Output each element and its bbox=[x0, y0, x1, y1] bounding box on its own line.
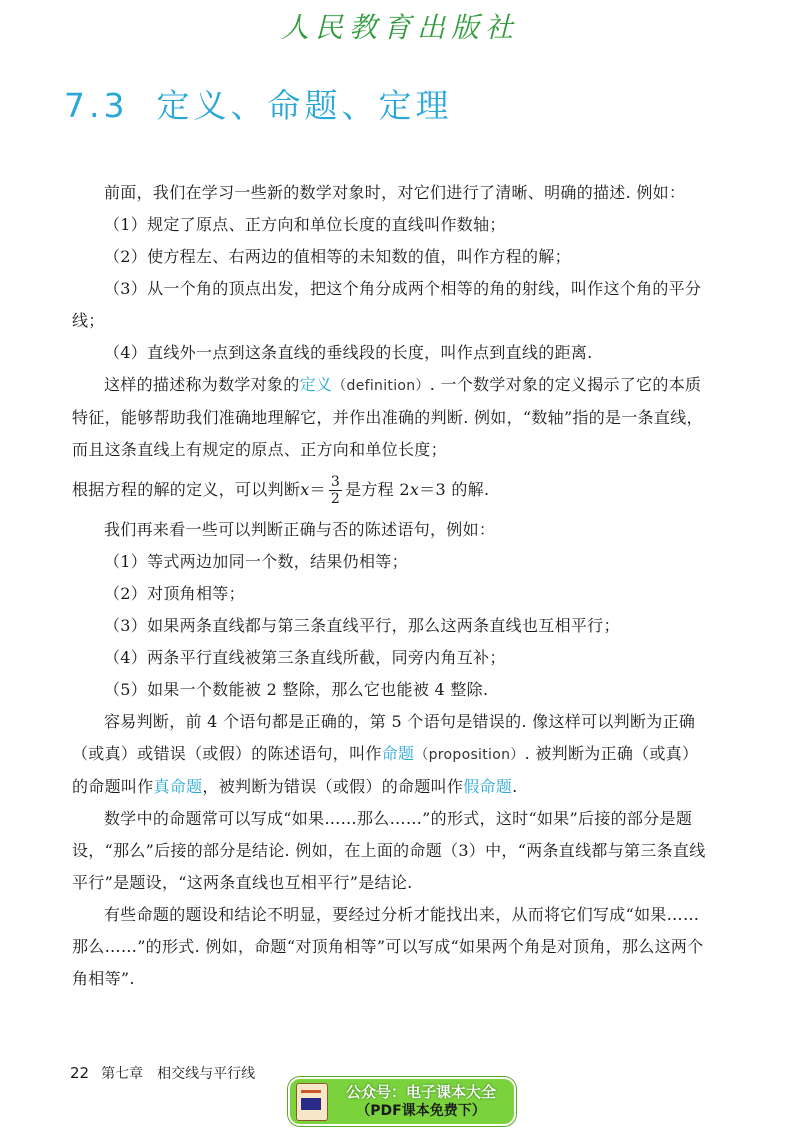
math-equals: ＝ bbox=[309, 480, 326, 499]
definition-paragraph bbox=[72, 369, 712, 466]
section-number: 7.3 bbox=[64, 86, 129, 125]
term-true-proposition: 真命题 bbox=[153, 777, 203, 796]
chapter-title: 相交线与平行线 bbox=[157, 1066, 256, 1082]
statement-intro: 我们再来看一些可以判断正确与否的陈述语句，例如： bbox=[104, 520, 496, 539]
definition-example-4: （4）直线外一点到这条直线的垂线段的长度，叫作点到直线的距离. bbox=[104, 343, 593, 362]
term-false-proposition: 假命题 bbox=[463, 777, 513, 796]
fraction-numerator: 3 bbox=[330, 473, 341, 490]
statement-5: （5）如果一个数能被 2 整除，那么它也能被 4 整除. bbox=[104, 680, 489, 699]
term-proposition-english: （proposition） bbox=[414, 747, 525, 763]
equation-solution-line bbox=[72, 466, 712, 514]
definition-text-a: 这样的描述称为数学对象的 bbox=[104, 375, 300, 394]
main-content bbox=[72, 177, 712, 995]
hidden-premise-paragraph: 有些命题的题设和结论不明显，要经过分析才能找出来，从而将它们写成“如果……那么……”的形式. 例如，命题“对顶角相等”可以写成“如果两个角是对顶角，那么这两个角相等”. bbox=[72, 905, 704, 988]
term-definition-english: （definition） bbox=[332, 378, 430, 394]
proposition-text-b: . 被判断为正确（或真）的命题叫作 bbox=[72, 744, 699, 796]
fraction-denominator: 2 bbox=[330, 490, 341, 507]
statement-2: （2）对顶角相等； bbox=[104, 584, 245, 603]
form-paragraph: 数学中的命题常可以写成“如果……那么……”的形式，这时“如果”后接的部分是题设，“那么”后接的部分是结论. 例如，在上面的命题（3）中，“两条直线都与第三条直线平行”是题设，“这两条直线也互相平行”是结论. bbox=[72, 809, 706, 892]
definition-text-b: . 一个数学对象的定义揭示了它的本质特征，能够帮助我们准确地理解它，并作出准确的判断. 例如，“数轴”指的是一条直线，而且这条直线上有规定的原点、正方向和单位长度； bbox=[72, 375, 703, 459]
publisher-logo: 人民教育出版社 bbox=[280, 11, 519, 44]
definition-example-1: （1）规定了原点、正方向和单位长度的直线叫作数轴； bbox=[104, 215, 506, 234]
page-number: 22 bbox=[70, 1064, 90, 1082]
chapter-label: 第七章 bbox=[101, 1066, 144, 1082]
statement-3: （3）如果两条直线都与第三条直线平行，那么这两条直线也互相平行； bbox=[104, 616, 620, 635]
statement-1: （1）等式两边加同一个数，结果仍相等； bbox=[104, 552, 408, 571]
definition-example-2: （2）使方程左、右两边的值相等的未知数的值，叫作方程的解； bbox=[104, 247, 571, 266]
book-icon bbox=[296, 1083, 328, 1121]
proposition-text-a: 容易判断，前 4 个语句都是正确的，第 5 个语句是错误的. 像这样可以判断为正确（或真）或错误（或假）的陈述语句，叫作 bbox=[72, 712, 696, 763]
section-title bbox=[64, 80, 452, 127]
math-text-a: 根据方程的解的定义，可以判断 bbox=[72, 480, 301, 499]
math-variable-x-2: x bbox=[409, 480, 420, 499]
term-proposition: 命题 bbox=[381, 744, 415, 763]
watermark-text bbox=[328, 1083, 514, 1121]
definition-example-3: （3）从一个角的顶点出发，把这个角分成两个相等的角的射线，叫作这个角的平分线； bbox=[72, 279, 702, 330]
watermark-banner bbox=[288, 1077, 516, 1126]
math-text-b: 是方程 2 bbox=[345, 480, 410, 499]
math-text-c: ＝3 的解. bbox=[419, 480, 490, 499]
proposition-text-d: . bbox=[512, 777, 518, 796]
fraction-three-halves bbox=[329, 474, 342, 507]
proposition-paragraph bbox=[72, 706, 712, 803]
statement-4: （4）两条平行直线被第三条直线所截，同旁内角互补； bbox=[104, 648, 506, 667]
term-definition: 定义 bbox=[299, 375, 333, 394]
intro-paragraph: 前面，我们在学习一些新的数学对象时，对它们进行了清晰、明确的描述. 例如： bbox=[104, 183, 686, 202]
math-variable-x: x bbox=[300, 480, 310, 499]
page-footer bbox=[70, 1063, 255, 1083]
section-title-text: 定义、命题、定理 bbox=[156, 86, 453, 125]
watermark-line-2: （PDF课本免费下） bbox=[356, 1102, 486, 1119]
proposition-text-c: ，被判断为错误（或假）的命题叫作 bbox=[202, 777, 464, 796]
watermark-line-1: 公众号：电子课本大全 bbox=[345, 1082, 496, 1101]
